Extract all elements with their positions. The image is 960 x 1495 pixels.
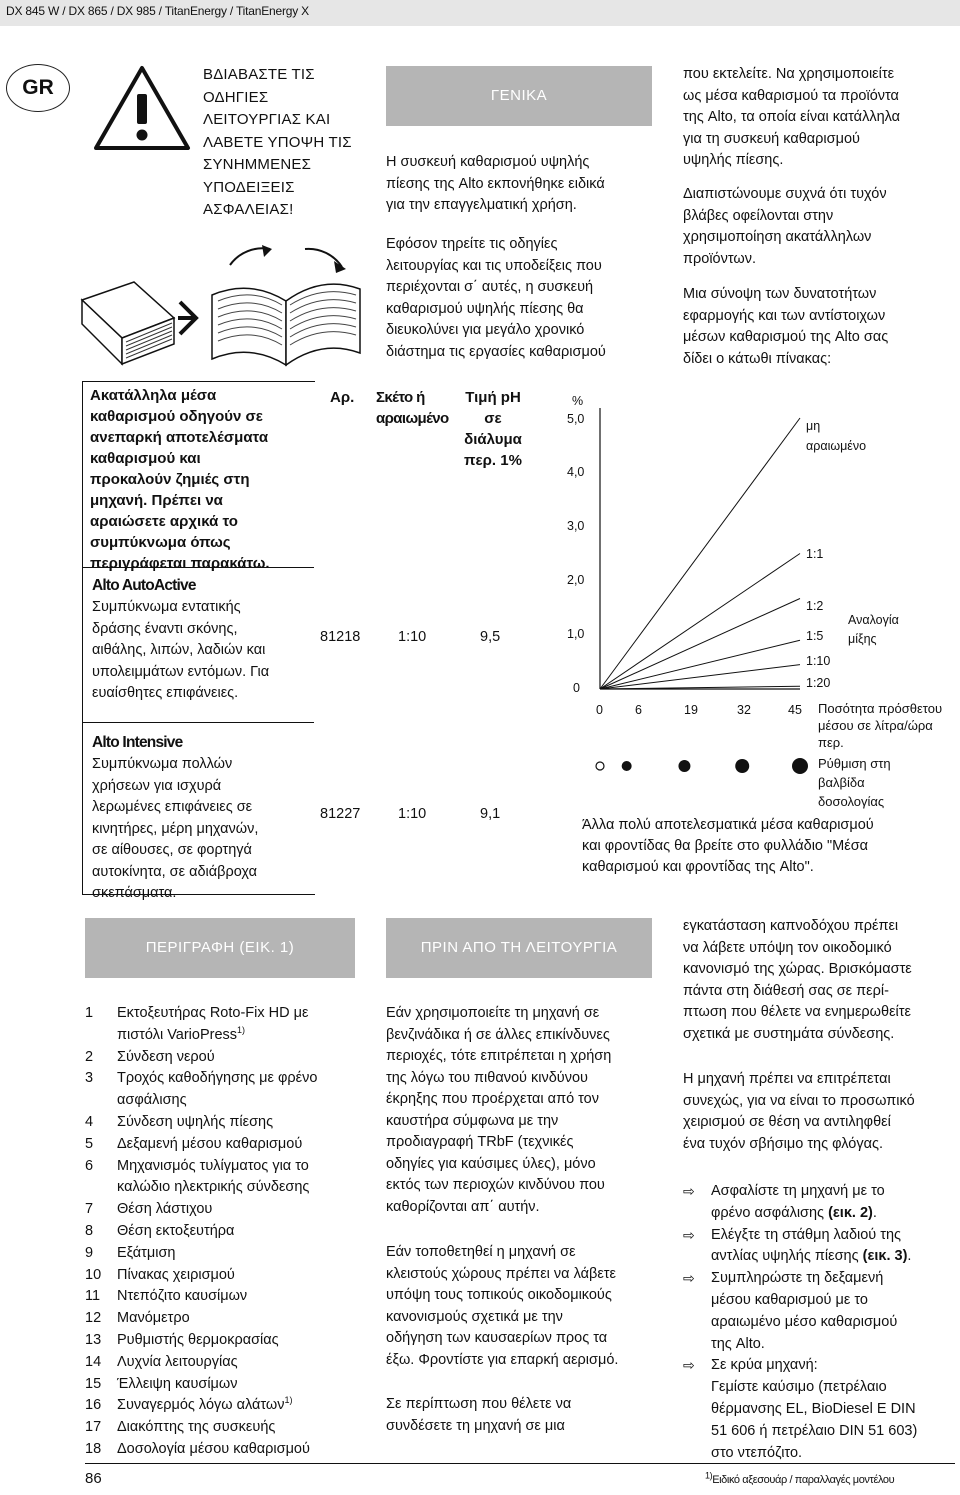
closed-book-icon — [78, 278, 178, 368]
list-item — [85, 1395, 375, 1417]
before-paragraph-1: Εάν χρησιμοποιείτε τη μηχανή σε βενζινάδικα ή σε άλλες επικίνδυνες περιοχές, τότε επιτρέπεται η χρήση της λόγω του πιθανού κινδύνου έκρηξης που προέρχεται από τον καυστήρα σύμφωνα με την προδιαγραφή TRbF (τεχνικές οδηγίες για καύσιμες ύλες), μόνο εκτός των περιοχών κινδύνου που καθορίζονται απ΄ αυτήν. — [386, 1005, 612, 1215]
arrow-bullet-icon: ⇨ — [683, 1357, 695, 1374]
dosing-dot — [792, 758, 808, 774]
footnote-marker: 1) — [284, 1395, 293, 1406]
item-number: 13 — [85, 1331, 102, 1348]
y-tick-label: 0 — [573, 681, 580, 695]
list-item — [85, 1068, 375, 1112]
general-paragraph-1: Η συσκευή καθαρισμού υψηλής πίεσης της Alto εκπονήθηκε ειδικά για την επαγγελματική χρήση. — [386, 154, 605, 213]
general-paragraph-2: Εφόσον τηρείτε τις οδηγίες λειτουργίας και τις υποδείξεις που περιέχονται σ΄ αυτές, η συσκευή καθαρισμού υψηλής πίεσης θα διευκολύνει για μεγάλο χρονικό διάστημα τις εργασίες καθαρισμού — [386, 236, 606, 360]
product-description: Συμπύκνωμα πολλών χρήσεων για ισχυρά λερωμένες επιφάνειες σε κινητήρες, μέρη μηχανών, σε αίθουσες, σε φορτηγά αυτοκίνητα, σε αδιάβροχα σκεπάσματα. — [92, 756, 259, 901]
list-item — [85, 1156, 375, 1200]
series-label: 1:5 — [806, 629, 824, 643]
list-item — [85, 1439, 375, 1461]
item-text: Σύνδεση υψηλής πίεσης — [117, 1113, 274, 1130]
figure-reference: (εικ. 3) — [862, 1248, 908, 1265]
general-paragraph-4: Διαπιστώνουμε συχνά ότι τυχόν βλάβες οφείλονται στην χρησιμοποίηση ακατάλληλων προϊόντων. — [683, 186, 887, 267]
item-number: 15 — [85, 1375, 102, 1392]
item-number: 17 — [85, 1419, 102, 1436]
dosing-valve-label: Ρύθμιση στη βαλβίδα δοσολογίας — [818, 756, 891, 809]
item-number: 11 — [85, 1288, 101, 1305]
list-item — [85, 1243, 375, 1265]
item-text: Συναγερμός λόγω αλάτων — [117, 1397, 285, 1414]
footnote-marker: 1) — [237, 1024, 246, 1035]
open-book-icon — [200, 245, 370, 370]
column-header-dilution: Σκέτο ή αραιωμένο — [376, 389, 449, 427]
item-number: 7 — [85, 1201, 94, 1218]
instruction-steps — [683, 1181, 953, 1464]
product-name: Alto AutoActive — [92, 577, 196, 594]
arrow-bullet-icon: ⇨ — [683, 1226, 695, 1243]
series-line — [600, 598, 800, 689]
arrow-bullet-icon: ⇨ — [683, 1183, 695, 1199]
item-number: 12 — [85, 1310, 102, 1327]
list-item — [85, 1286, 375, 1308]
table-warning: Ακατάλληλα μέσα καθαρισμού οδηγούν σε ανεπαρκή αποτελέσματα καθαρισμού και προκαλούν ζημιές στη μηχανή. Πρέπει να αραιώσετε αρχικά το συμπύκνωμα όπως περιγράφεται παρακάτω. — [90, 387, 270, 572]
arrow-bullet-icon: ⇨ — [683, 1270, 695, 1287]
list-item — [85, 1112, 375, 1134]
product-ph: 9,5 — [480, 629, 501, 645]
step-text: Ελέγξτε τη στάθμη λαδιού της αντλίας υψηλής πίεσης — [711, 1226, 902, 1265]
cleaning-agents-note: Άλλα πολύ αποτελεσματικά μέσα καθαρισμού και φροντίδας θα βρείτε στο φυλλάδιο "Μέσα καθαρισμού και φροντίδας της Alto". — [582, 817, 874, 875]
before-paragraph-3: Σε περίπτωση που θέλετε να συνδέσετε τη μηχανή σε μια — [386, 1396, 572, 1434]
series-label: 1:2 — [806, 599, 824, 613]
x-tick-label: 6 — [635, 703, 642, 717]
list-item — [85, 1330, 375, 1352]
x-tick-label: 19 — [684, 703, 698, 717]
product-article: 81227 — [320, 806, 361, 822]
item-text: Δεξαμενή μέσου καθαρισμού — [117, 1135, 303, 1152]
section-heading-general: ΓΕΝΙΚΑ — [386, 66, 652, 126]
item-number: 4 — [85, 1113, 94, 1130]
list-item — [85, 1374, 375, 1396]
header-title: DX 845 W / DX 865 / DX 985 / TitanEnergy / TitanEnergy X — [6, 4, 309, 18]
warning-icon — [92, 62, 192, 154]
page-header — [0, 0, 960, 26]
general-paragraph-5: Μια σύνοψη των δυνατοτήτων εφαρμογής και των αντίστοιχων μέσων καθαρισμού της Alto σας δίδει ο κάτωθι πίνακας: — [683, 286, 889, 367]
item-number: 5 — [85, 1135, 94, 1152]
parts-list — [85, 1003, 375, 1461]
item-number: 10 — [85, 1266, 102, 1283]
list-item — [85, 1417, 375, 1439]
section-heading-before-operation: ΠΡΙΝ ΑΠΟ ΤΗ ΛΕΙΤΟΥΡΓΙΑ — [386, 918, 652, 978]
dosing-dot — [596, 762, 604, 770]
item-text: Διακόπτης της συσκευής — [117, 1419, 276, 1436]
item-number: 3 — [85, 1070, 94, 1087]
series-label: 1:20 — [806, 676, 831, 690]
list-item — [85, 1221, 375, 1243]
x-tick-label: 32 — [737, 703, 751, 717]
y-tick-label: 2,0 — [567, 573, 585, 587]
y-tick-label: 1,0 — [567, 627, 585, 641]
list-item — [85, 1003, 375, 1047]
dosing-dot — [622, 761, 632, 771]
footer-rule — [85, 1463, 955, 1464]
y-tick-label: 3,0 — [567, 519, 585, 533]
x-tick-label: 45 — [788, 703, 802, 717]
x-tick-label: 0 — [596, 703, 603, 717]
step-text: Σε κρύα μηχανή: Γεμίστε καύσιμο (πετρέλαιο θέρμανσης EL, BioDiesel E DIN 51 606 ή πετρέλαιο DIN 51 603) στο ντεπόζιτο. — [711, 1357, 918, 1461]
series-label-undiluted: μη αραιωμένο — [806, 419, 867, 453]
before-paragraph-2: Εάν τοποθετηθεί η μηχανή σε κλειστούς χώρους πρέπει να λάβετε υπόψη τους τοπικούς οικοδομικούς κανονισμούς σχετικά με την οδήγηση των καυσαερίων προς τα έξω. Φροντίστε για επαρκή αερισμό. — [386, 1244, 619, 1368]
section-heading-description: ΠΕΡΙΓΡΑΦΗ (ΕΙΚ. 1) — [85, 918, 355, 978]
instruction-step — [683, 1181, 953, 1225]
product-dilution: 1:10 — [398, 806, 427, 822]
step-tail: . — [872, 1204, 877, 1221]
product-description: Συμπύκνωμα εντατικής δράσης έναντι σκόνης, αιθάλης, λιπών, λαδιών και υπολειμμάτων εντόμων. Για ευαίσθητες επιφάνειες. — [92, 599, 270, 701]
series-label: 1:10 — [806, 654, 831, 668]
footnote-marker: 1) — [705, 1470, 713, 1481]
before-paragraph-4: εγκατάσταση καπνοδόχου πρέπει να λάβετε υπόψη τον οικοδομικό κανονισμό της χώρας. Βρισκόμαστε πάντα στη διάθεσή σας σε περί- πτωση που θέλετε να ενημερωθείτε σχετικά με συστημάτα σύνδεσης. — [683, 918, 912, 1042]
step-text: Ασφαλίστε τη μηχανή με το φρένο ασφάλισης — [711, 1183, 885, 1221]
x-axis-label: Ποσότητα πρόσθετου μέσου σε λίτρα/ώρα περ. — [818, 701, 943, 750]
mix-ratio-label: Αναλογία μίξης — [848, 613, 899, 646]
list-item — [85, 1308, 375, 1330]
item-text: Θέση λάστιχου — [117, 1201, 213, 1218]
list-item — [85, 1352, 375, 1374]
item-text: Ντεπόζιτο καυσίμων — [117, 1288, 248, 1305]
item-number: 16 — [85, 1397, 102, 1414]
y-tick-label: 5,0 — [567, 412, 585, 426]
step-text: Συμπληρώστε τη δεξαμενή μέσου καθαρισμού με το αραιωμένο μέσο καθαρισμού της Alto. — [711, 1270, 898, 1352]
item-text: Τροχός καθοδήγησης με φρένο ασφάλισης — [117, 1070, 318, 1109]
chart-y-unit: % — [572, 394, 584, 408]
product-ph: 9,1 — [480, 806, 501, 822]
footnote — [705, 1470, 895, 1486]
instruction-step — [683, 1355, 953, 1464]
item-number: 9 — [85, 1244, 94, 1261]
item-text: Σύνδεση νερού — [117, 1048, 215, 1065]
y-tick-label: 4,0 — [567, 465, 585, 479]
instruction-step — [683, 1225, 953, 1269]
list-item — [85, 1047, 375, 1069]
list-item — [85, 1134, 375, 1156]
product-dilution: 1:10 — [398, 629, 427, 645]
item-number: 1 — [85, 1005, 94, 1021]
product-name: Alto Intensive — [92, 734, 183, 751]
item-text: Δοσολογία μέσου καθαρισμού — [117, 1440, 310, 1457]
item-text: Μανόμετρο — [117, 1310, 190, 1327]
item-text: Θέση εκτοξευτήρα — [117, 1222, 235, 1239]
item-text: Λυχνία λειτουργίας — [117, 1353, 238, 1370]
item-text: Έλλειψη καυσίμων — [117, 1375, 238, 1392]
item-number: 2 — [85, 1048, 94, 1065]
dosing-dot — [735, 759, 749, 773]
item-number: 18 — [85, 1440, 102, 1457]
item-text: Ρυθμιστής θερμοκρασίας — [117, 1331, 279, 1348]
item-number: 6 — [85, 1157, 94, 1174]
column-header-ph: Τιμή pH σε διάλυμα περ. 1% — [464, 389, 522, 469]
instruction-step — [683, 1268, 953, 1355]
series-label: 1:1 — [806, 547, 824, 561]
warning-title: ΒΔΙΑΒΑΣΤΕ ΤΙΣ ΟΔΗΓΙΕΣ ΛΕΙΤΟΥΡΓΙΑΣ ΚΑΙ ΛΑΒΕΤΕ ΥΠΟΨΗ ΤΙΣ ΣΥΝΗΜΜΕΝΕΣ ΥΠΟΔΕΙΞΕΙΣ ΑΣΦΑΛΕΙΑΣ! — [203, 66, 352, 218]
step-tail: . — [907, 1248, 912, 1265]
product-article: 81218 — [320, 629, 361, 645]
item-number: 14 — [85, 1353, 102, 1370]
column-header-article: Αρ. — [330, 389, 355, 406]
item-text: Εξάτμιση — [117, 1244, 176, 1261]
list-item — [85, 1199, 375, 1221]
figure-reference: (εικ. 2) — [828, 1204, 873, 1221]
item-text: Εκτοξευτήρας Roto-Fix HD με πιστόλι VarioPress — [117, 1005, 309, 1043]
footnote-text: Ειδικό αξεσουάρ / παραλλαγές μοντέλου — [712, 1474, 895, 1486]
before-paragraph-5: Η μηχανή πρέπει να επιτρέπεται συνεχώς, για να είναι το προσωπικό χειρισμού σε θέση να αντιληφθεί ένα τυχόν σβήσιμο της φλόγας. — [683, 1071, 915, 1152]
series-line — [600, 418, 800, 689]
dosing-dot — [678, 760, 690, 772]
item-text: Πίνακας χειρισμού — [117, 1266, 235, 1283]
page-number: 86 — [85, 1470, 102, 1487]
item-text: Μηχανισμός τυλίγματος για το καλώδιο ηλεκτρικής σύνδεσης — [117, 1157, 310, 1196]
item-number: 8 — [85, 1222, 94, 1239]
general-paragraph-3: που εκτελείτε. Να χρησιμοποιείτε ως μέσα καθαρισμού τα προϊόντα της Alto, τα οποία είναι κατάλληλα για τη συσκευή καθαρισμού υψηλής πίεσης. — [683, 66, 901, 168]
list-item — [85, 1265, 375, 1287]
table-divider-2 — [82, 722, 314, 723]
language-badge: GR — [6, 64, 70, 112]
